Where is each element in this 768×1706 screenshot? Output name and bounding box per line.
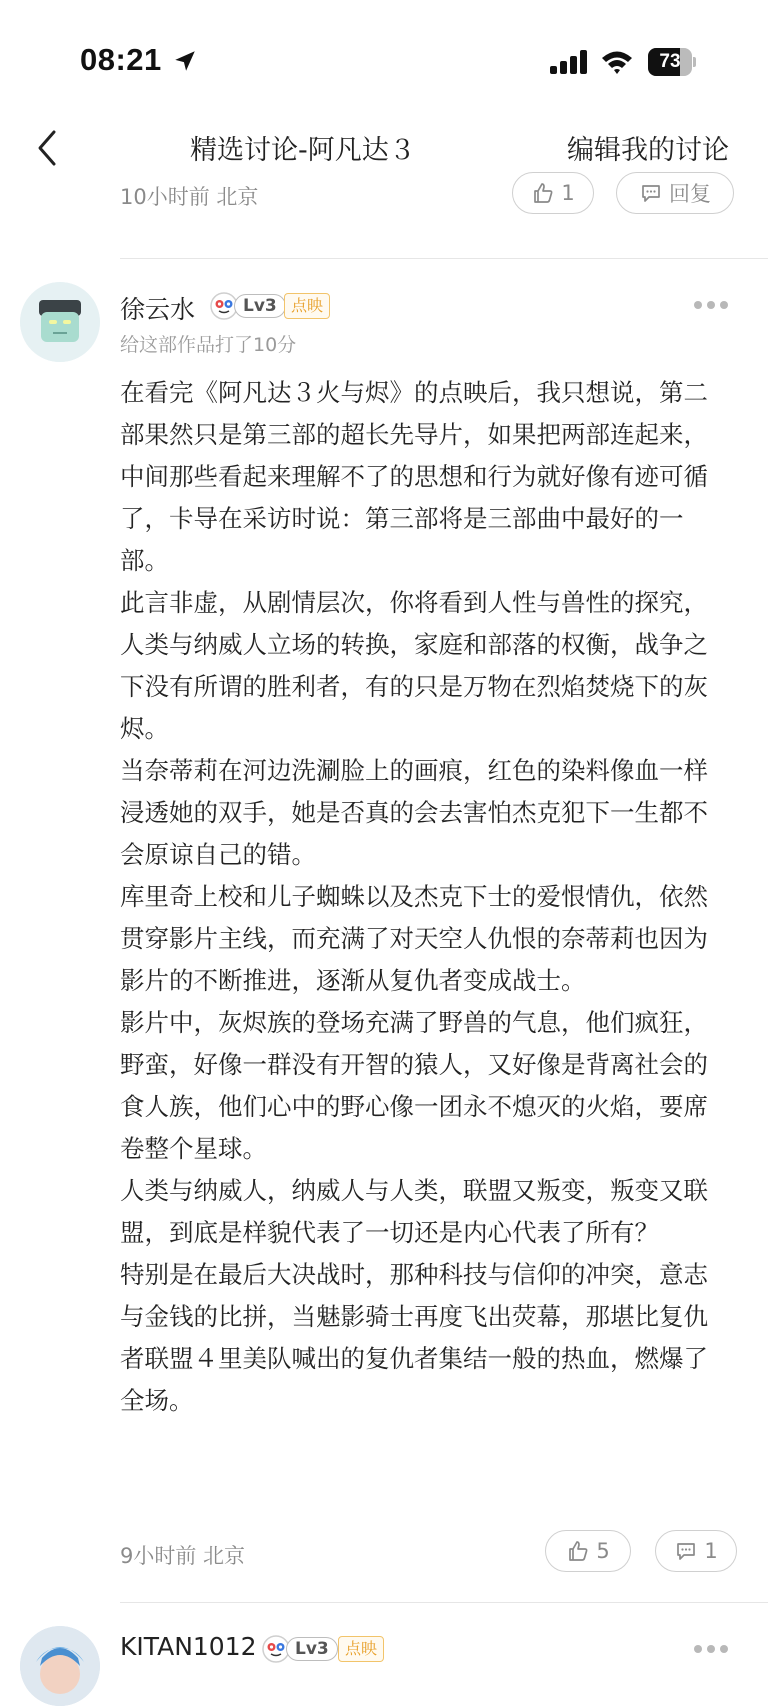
prev-like-button[interactable] xyxy=(512,172,594,214)
post-paragraph: 库里奇上校和儿子蜘蛛以及杰克下士的爱恨情仇，依然贯穿影片主线，而充满了对天空人仇恨的奈蒂莉也因为影片的不断推进，逐渐从复仇者变成战士。 xyxy=(120,882,708,995)
post-content xyxy=(120,372,720,1422)
post-time-location: 9小时前 北京 xyxy=(120,1544,246,1568)
post-paragraph: 在看完《阿凡达３火与烬》的点映后，我只想说，第二部果然只是第三部的超长先导片，如果把两部连起来，中间那些看起来理解不了的思想和行为就好像有迹可循了，卡导在采访时说：第三部将是三部曲中最好的一部。 xyxy=(120,378,708,575)
avatar[interactable] xyxy=(20,1626,100,1706)
cellular-signal-icon xyxy=(550,50,590,76)
prev-reply-time-location: 10小时前 北京 xyxy=(120,185,259,209)
divider xyxy=(120,258,768,259)
preview-tag: 点映 xyxy=(284,293,330,319)
location-arrow-icon xyxy=(172,48,198,74)
comment-bubble-icon xyxy=(674,1539,698,1563)
status-bar xyxy=(0,0,768,120)
more-options-button[interactable] xyxy=(694,1645,728,1655)
avatar-frankenstein-image xyxy=(20,282,100,362)
username[interactable]: 徐云水 xyxy=(120,295,196,324)
battery-indicator xyxy=(648,48,696,76)
level-text: Lv3 xyxy=(234,294,286,318)
post-paragraph: 人类与纳威人，纳威人与人类，联盟又叛变，叛变又联盟，到底是样貌代表了一切还是内心代表了所有？ xyxy=(120,1176,708,1247)
comment-count: 1 xyxy=(704,1539,718,1563)
post-paragraph: 此言非虚，从剧情层次，你将看到人性与兽性的探究，人类与纳威人立场的转换，家庭和部落的权衡，战争之下没有所谓的胜利者，有的只是万物在烈焰焚烧下的灰烬。 xyxy=(120,588,708,743)
thumbs-up-icon xyxy=(566,1539,590,1563)
comment-button[interactable] xyxy=(655,1530,737,1572)
level-text: Lv3 xyxy=(286,1637,338,1661)
like-button[interactable] xyxy=(545,1530,631,1572)
username[interactable]: KITAN1012 xyxy=(120,1632,257,1661)
divider xyxy=(120,1602,768,1603)
wifi-icon xyxy=(600,48,634,76)
more-options-button[interactable] xyxy=(694,301,728,311)
post-paragraph: 影片中，灰烬族的登场充满了野兽的气息，他们疯狂，野蛮，好像一群没有开智的猿人，又好像是背离社会的食人族，他们心中的野心像一团永不熄灭的火焰，要席卷整个星球。 xyxy=(120,1008,708,1163)
back-chevron-icon[interactable] xyxy=(30,128,66,168)
like-count: 5 xyxy=(596,1539,610,1563)
rating-text: 给这部作品打了10分 xyxy=(120,334,297,356)
comment-bubble-icon xyxy=(639,181,663,205)
page-title: 精选讨论-阿凡达３ xyxy=(190,135,416,166)
prev-like-count: 1 xyxy=(561,181,575,205)
level-badge xyxy=(262,1635,338,1663)
battery-percent: 73 xyxy=(659,51,681,72)
preview-tag: 点映 xyxy=(338,1636,384,1662)
prev-reply-label: 回复 xyxy=(669,182,711,206)
status-time: 08:21 xyxy=(80,42,162,77)
thumbs-up-icon xyxy=(531,181,555,205)
edit-my-discussion-button[interactable]: 编辑我的讨论 xyxy=(567,135,729,166)
avatar-image xyxy=(20,1626,100,1706)
avatar[interactable] xyxy=(20,282,100,362)
prev-reply-button[interactable] xyxy=(616,172,734,214)
nav-bar xyxy=(0,120,768,176)
level-badge xyxy=(210,292,286,320)
post-paragraph: 特别是在最后大决战时，那种科技与信仰的冲突，意志与金钱的比拼，当魅影骑士再度飞出荧幕，那堪比复仇者联盟４里美队喊出的复仇者集结一般的热血，燃爆了全场。 xyxy=(120,1260,708,1415)
post-paragraph: 当奈蒂莉在河边洗涮脸上的画痕，红色的染料像血一样浸透她的双手，她是否真的会去害怕杰克犯下一生都不会原谅自己的错。 xyxy=(120,756,708,869)
